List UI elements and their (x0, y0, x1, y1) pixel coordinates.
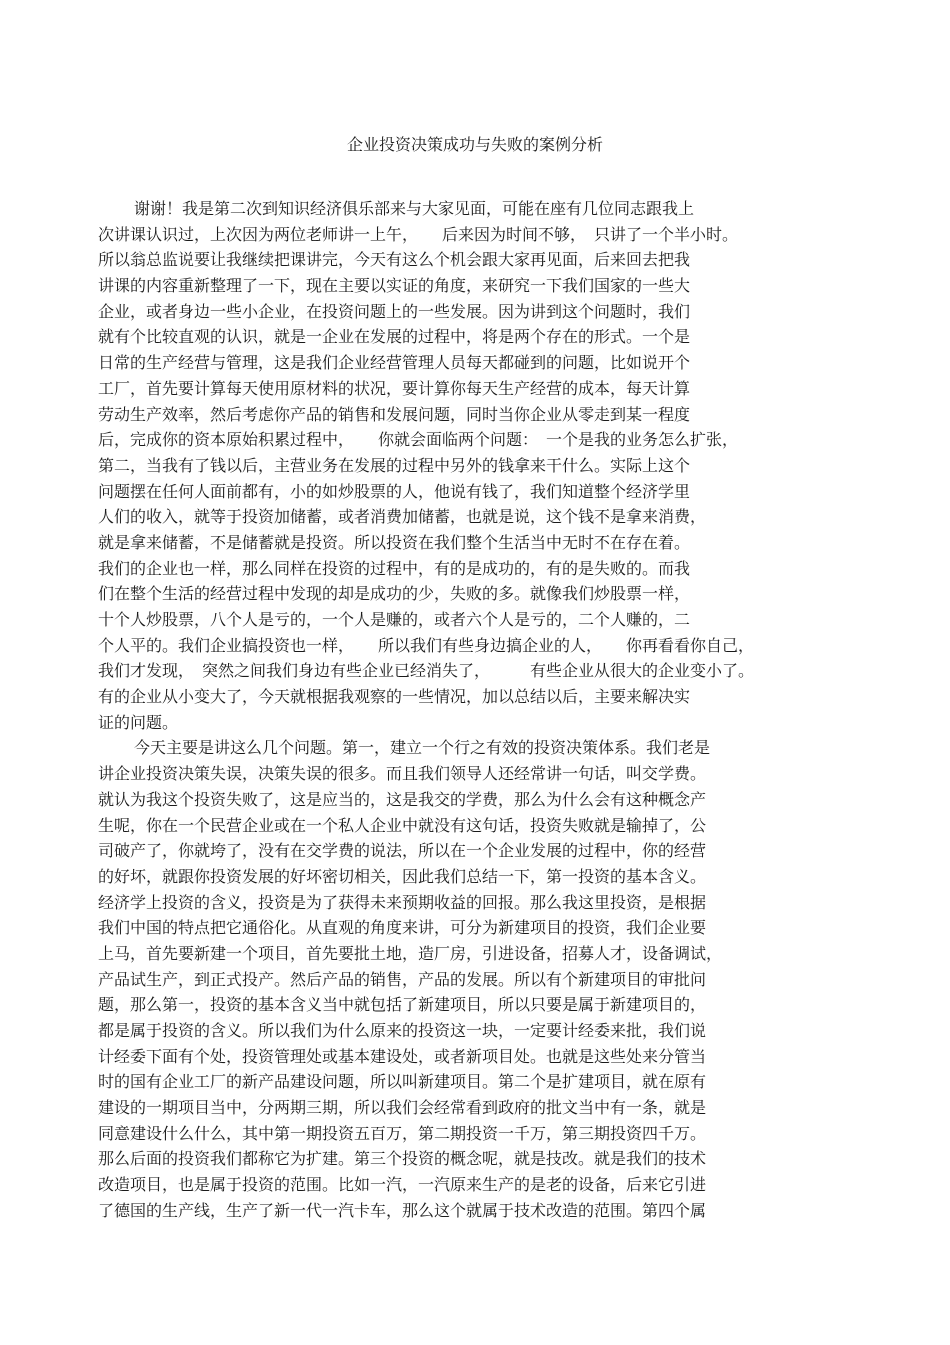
paragraph-first-line: 今天主要是讲这么几个问题。第一，建立一个行之有效的投资决策体系。我们老是 (134, 738, 711, 758)
paragraph-line: 企业，或者身边一些小企业，在投资问题上的一些发展。因为讲到这个问题时，我们 (98, 301, 691, 321)
document-title: 企业投资决策成功与失败的案例分析 (346, 135, 603, 154)
paragraph-line: 们在整个生活的经营过程中发现的却是成功的少，失败的多。就像我们炒股票一样， (98, 584, 691, 604)
paragraph-line: 经济学上投资的含义，投资是为了获得未来预期收益的回报。那么我这里投资，是根据 (98, 892, 707, 912)
paragraph-line: 产品试生产，到正式投产。然后产品的销售，产品的发展。所以有个新建项目的审批问 (98, 969, 707, 989)
paragraph-line: 时的国有企业工厂的新产品建设问题，所以叫新建项目。第二个是扩建项目，就在原有 (98, 1072, 707, 1092)
paragraph-line: 讲课的内容重新整理了一下，现在主要以实证的角度，来研究一下我们国家的一些大 (98, 276, 691, 296)
document-body (98, 196, 858, 1224)
paragraph-line: 日常的生产经营与管理，这是我们企业经营管理人员每天都碰到的问题，比如说开个 (98, 353, 691, 373)
paragraph-line: 就认为我这个投资失败了，这是应当的，这是我交的学费，那么为什么会有这种概念产 (98, 789, 707, 809)
paragraph-line: 次讲课认识过，上次因为两位老师讲一上午， 后来因为时间不够， 只讲了一个半小时。 (98, 224, 739, 244)
paragraph-line: 那么后面的投资我们都称它为扩建。第三个投资的概念呢，就是技改。就是我们的技术 (98, 1149, 707, 1169)
paragraph-line: 十个人炒股票，八个人是亏的，一个人是赚的，或者六个人是亏的，二个人赚的，二 (98, 610, 691, 629)
paragraph-line: 第二，当我有了钱以后，主营业务在发展的过程中另外的钱拿来干什么。实际上这个 (98, 455, 691, 475)
paragraph-line: 我们中国的特点把它通俗化。从直观的角度来讲，可分为新建项目的投资，我们企业要 (98, 918, 707, 938)
paragraph-line: 就是拿来储蓄，不是储蓄就是投资。所以投资在我们整个生活当中无时不在存在着。 (98, 532, 691, 552)
paragraph-line: 所以翁总监说要让我继续把课讲完，今天有这么个机会跟大家再见面，后来回去把我 (98, 250, 691, 270)
paragraph-line: 工厂，首先要计算每天使用原材料的状况，要计算你每天生产经营的成本，每天计算 (98, 378, 691, 398)
paragraph-line: 计经委下面有个处，投资管理处或基本建设处，或者新项目处。也就是这些处来分管当 (98, 1046, 707, 1066)
paragraph-line: 就有个比较直观的认识，就是一企业在发展的过程中，将是两个存在的形式。一个是 (98, 327, 691, 347)
paragraph-line: 同意建设什么什么，其中第一期投资五百万，第二期投资一千万，第三期投资四千万。 (98, 1123, 707, 1143)
paragraph-line: 人们的收入，就等于投资加储蓄，或者消费加储蓄，也就是说，这个钱不是拿来消费， (98, 507, 707, 527)
paragraph-line: 上马，首先要新建一个项目，首先要批土地，造厂房，引进设备，招募人才，设备调试， (98, 943, 723, 963)
paragraph-line: 建设的一期项目当中，分两期三期，所以我们会经常看到政府的批文当中有一条，就是 (98, 1098, 707, 1118)
paragraph-line: 的好坏，就跟你投资发展的好坏密切相关，因此我们总结一下，第一投资的基本含义。 (98, 866, 707, 886)
paragraph-line: 问题摆在任何人面前都有，小的如炒股票的人，他说有钱了，我们知道整个经济学里 (98, 481, 691, 501)
paragraph-line: 后，完成你的资本原始积累过程中， 你就会面临两个问题： 一个是我的业务怎么扩张， (98, 430, 739, 450)
paragraph-line: 改造项目，也是属于投资的范围。比如一汽，一汽原来生产的是老的设备，后来它引进 (98, 1175, 707, 1195)
paragraph-line: 劳动生产效率，然后考虑你产品的销售和发展问题，同时当你企业从零走到某一程度 (98, 404, 691, 424)
paragraph-line: 都是属于投资的含义。所以我们为什么原来的投资这一块，一定要计经委来批，我们说 (98, 1021, 707, 1040)
paragraph-line: 了德国的生产线，生产了新一代一汽卡车，那么这个就属于技术改造的范围。第四个属 (98, 1200, 707, 1220)
paragraph-line: 有的企业从小变大了，今天就根据我观察的一些情况，加以总结以后，主要来解决实 (98, 687, 691, 707)
paragraph-line: 题，那么第一，投资的基本含义当中就包括了新建项目，所以只要是属于新建项目的， (98, 995, 707, 1015)
paragraph-line: 生呢，你在一个民营企业或在一个私人企业中就没有这句话，投资失败就是输掉了，公 (98, 815, 707, 835)
paragraph-line: 我们的企业也一样，那么同样在投资的过程中，有的是成功的，有的是失败的。而我 (98, 558, 691, 578)
paragraph-line: 个人平的。我们企业搞投资也一样， 所以我们有些身边搞企业的人， 你再看看你自己， (98, 635, 755, 655)
paragraph-line: 讲企业投资决策失误，决策失误的很多。而且我们领导人还经常讲一句话，叫交学费。 (98, 764, 707, 784)
paragraph-line: 证的问题。 (98, 712, 179, 732)
paragraph-first-line: 谢谢！我是第二次到知识经济俱乐部来与大家见面，可能在座有几位同志跟我上 (134, 199, 695, 218)
paragraph-line: 我们才发现， 突然之间我们身边有些企业已经消失了， 有些企业从很大的企业变小了。 (98, 661, 755, 681)
paragraph-line: 司破产了，你就垮了，没有在交学费的说法，所以在一个企业发展的过程中，你的经营 (98, 841, 707, 861)
